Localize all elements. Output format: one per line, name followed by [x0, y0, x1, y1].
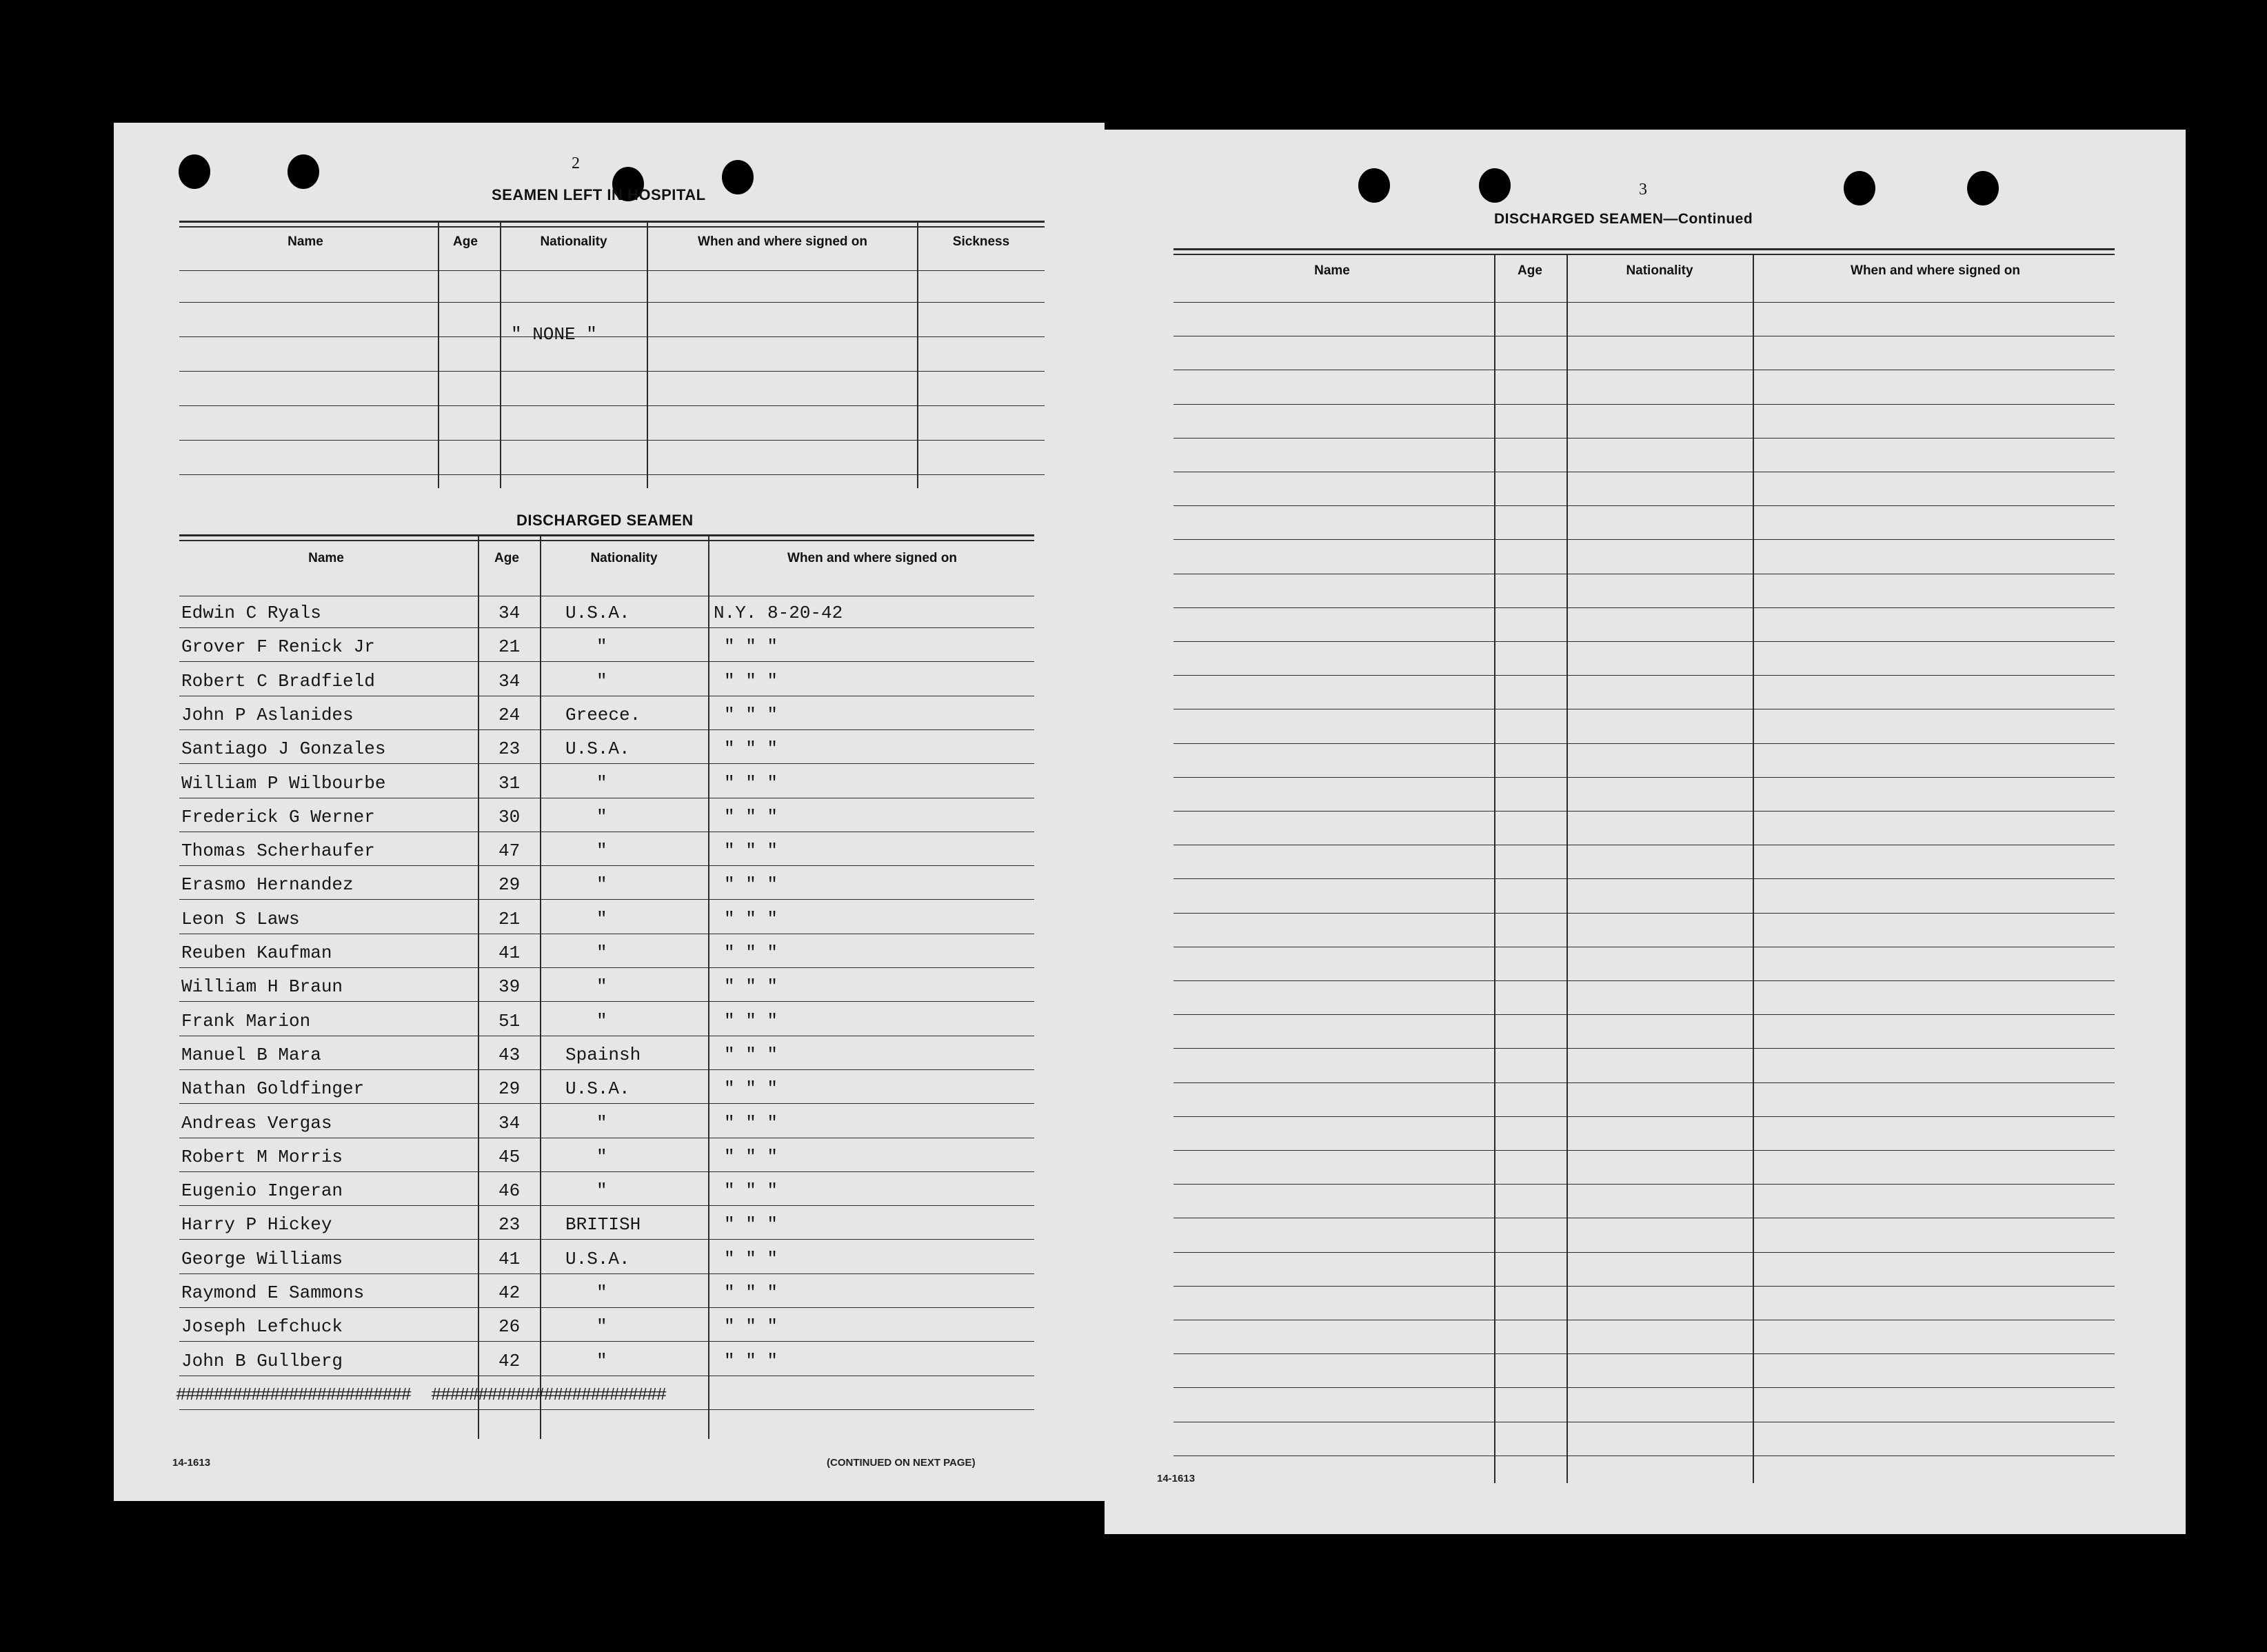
page-number: 3	[1639, 181, 1647, 199]
seaman-signed-on: " " "	[724, 1180, 778, 1202]
row-rule	[1173, 913, 2115, 914]
seaman-nationality: "	[596, 1146, 607, 1167]
column-divider	[917, 221, 918, 488]
seaman-signed-on: " " "	[724, 1044, 778, 1065]
seaman-age: 34	[498, 670, 521, 692]
column-header: When and where signed on	[698, 234, 867, 249]
row-rule	[1173, 1048, 2115, 1049]
row-rule	[1173, 1014, 2115, 1015]
row-rule	[1173, 980, 2115, 981]
seaman-nationality: BRITISH	[565, 1214, 641, 1236]
row-rule	[179, 371, 1045, 372]
seaman-age: 34	[498, 1112, 521, 1134]
seaman-signed-on: " " "	[724, 1214, 778, 1236]
seaman-signed-on: " " "	[724, 738, 778, 760]
seaman-name: John B Gullberg	[181, 1350, 343, 1371]
seaman-name: Reuben Kaufman	[181, 943, 332, 963]
punch-hole	[179, 154, 210, 189]
seaman-age: 30	[498, 806, 521, 827]
seaman-name: Andreas Vergas	[181, 1112, 332, 1134]
page-number: 2	[572, 154, 580, 172]
row-rule	[179, 405, 1045, 406]
seaman-age: 51	[498, 1010, 521, 1031]
left-page	[114, 123, 1105, 1501]
seaman-name: William H Braun	[181, 976, 343, 998]
seaman-nationality: "	[596, 1180, 607, 1202]
seaman-age: 29	[498, 874, 521, 896]
seaman-name: Harry P Hickey	[181, 1214, 332, 1236]
column-header: Sickness	[952, 234, 1010, 249]
row-rule	[179, 1307, 1034, 1308]
row-rule	[179, 302, 1045, 303]
row-rule	[179, 1409, 1034, 1410]
continued-note: (CONTINUED ON NEXT PAGE)	[827, 1457, 976, 1469]
seaman-signed-on: " " "	[724, 840, 778, 862]
seaman-age: 23	[498, 738, 521, 760]
row-rule	[179, 1001, 1034, 1002]
seaman-name: Joseph Lefchuck	[181, 1316, 343, 1338]
hospital-entry: " NONE "	[511, 324, 597, 345]
seaman-nationality: "	[596, 976, 607, 998]
row-rule	[1173, 641, 2115, 642]
seaman-name: John P Aslanides	[181, 704, 354, 725]
row-rule	[179, 967, 1034, 968]
column-divider	[1753, 255, 1754, 1483]
right-page	[1105, 130, 2186, 1534]
row-rule	[1173, 1082, 2115, 1083]
column-divider	[478, 534, 479, 1439]
seaman-signed-on: " " "	[724, 1112, 778, 1134]
row-rule	[1173, 505, 2115, 506]
row-rule	[1173, 1353, 2115, 1354]
seaman-age: 45	[498, 1146, 521, 1167]
seaman-name: George Williams	[181, 1248, 343, 1269]
seaman-signed-on: " " "	[724, 976, 778, 998]
table-rule	[179, 270, 1045, 271]
seaman-signed-on: " " "	[724, 1350, 778, 1371]
seaman-age: 39	[498, 976, 521, 998]
column-header: Nationality	[1626, 263, 1693, 278]
struck-entry: #########################	[431, 1384, 666, 1405]
column-divider	[540, 534, 541, 1439]
row-rule	[179, 1103, 1034, 1104]
seaman-age: 42	[498, 1282, 521, 1303]
row-rule	[1173, 607, 2115, 608]
seaman-nationality: U.S.A.	[565, 603, 630, 623]
column-divider	[708, 534, 709, 1439]
table-rule	[179, 221, 1045, 223]
column-header: Name	[308, 551, 344, 565]
row-rule	[179, 899, 1034, 900]
row-rule	[1173, 404, 2115, 405]
row-rule	[179, 1273, 1034, 1274]
seaman-nationality: "	[596, 636, 607, 658]
seaman-name: Erasmo Hernandez	[181, 874, 354, 896]
column-header: Name	[1314, 263, 1350, 278]
seaman-age: 43	[498, 1044, 521, 1065]
row-rule	[1173, 539, 2115, 540]
seaman-signed-on: " " "	[724, 772, 778, 794]
row-rule	[1173, 743, 2115, 744]
row-rule	[179, 474, 1045, 475]
form-number: 14-1613	[172, 1457, 211, 1469]
seaman-age: 34	[498, 603, 521, 623]
seaman-signed-on: " " "	[724, 1146, 778, 1167]
seaman-name: Raymond E Sammons	[181, 1282, 365, 1303]
row-rule	[179, 763, 1034, 764]
table-rule	[1173, 302, 2115, 303]
seaman-signed-on: " " "	[724, 908, 778, 929]
seaman-name: Leon S Laws	[181, 908, 300, 929]
seaman-nationality: "	[596, 840, 607, 862]
column-divider	[1494, 255, 1495, 1483]
seaman-signed-on: " " "	[724, 704, 778, 725]
column-header: Nationality	[590, 551, 658, 565]
seaman-name: Grover F Renick Jr	[181, 636, 375, 658]
struck-entry: #########################	[176, 1384, 411, 1405]
row-rule	[179, 1205, 1034, 1206]
seaman-signed-on: " " "	[724, 1282, 778, 1303]
table-rule	[179, 534, 1034, 536]
row-rule	[179, 1341, 1034, 1342]
row-rule	[1173, 1252, 2115, 1253]
seaman-nationality: "	[596, 1010, 607, 1031]
seaman-name: Santiago J Gonzales	[181, 738, 386, 760]
seaman-signed-on: " " "	[724, 1248, 778, 1269]
row-rule	[179, 1171, 1034, 1172]
seaman-nationality: U.S.A.	[565, 738, 630, 760]
row-rule	[1173, 1184, 2115, 1185]
row-rule	[1173, 1387, 2115, 1388]
table-rule	[179, 226, 1045, 228]
seaman-name: William P Wilbourbe	[181, 772, 386, 794]
table-rule	[179, 540, 1034, 541]
seaman-signed-on: " " "	[724, 1316, 778, 1338]
row-rule	[1173, 878, 2115, 879]
seaman-name: Manuel B Mara	[181, 1044, 321, 1065]
seaman-age: 31	[498, 772, 521, 794]
column-header: When and where signed on	[787, 551, 957, 565]
column-header: Age	[1518, 263, 1542, 278]
row-rule	[179, 336, 1045, 337]
seaman-age: 24	[498, 704, 521, 725]
seaman-signed-on: " " "	[724, 1010, 778, 1031]
row-rule	[1173, 1455, 2115, 1456]
seaman-name: Nathan Goldfinger	[181, 1078, 365, 1100]
seaman-signed-on: N.Y. 8-20-42	[714, 603, 843, 623]
seaman-nationality: "	[596, 943, 607, 963]
seaman-age: 46	[498, 1180, 521, 1202]
punch-hole	[1358, 168, 1390, 203]
seaman-age: 41	[498, 1248, 521, 1269]
discharged-title: DISCHARGED SEAMEN	[516, 512, 694, 529]
seaman-signed-on: " " "	[724, 1078, 778, 1100]
seaman-name: Frederick G Werner	[181, 806, 375, 827]
seaman-age: 21	[498, 636, 521, 658]
seaman-age: 23	[498, 1214, 521, 1236]
row-rule	[1173, 675, 2115, 676]
column-divider	[1566, 255, 1568, 1483]
seaman-nationality: "	[596, 874, 607, 896]
row-rule	[1173, 777, 2115, 778]
seaman-age: 41	[498, 943, 521, 963]
punch-hole	[288, 154, 319, 189]
row-rule	[1173, 1150, 2115, 1151]
row-rule	[1173, 1116, 2115, 1117]
row-rule	[179, 440, 1045, 441]
seaman-age: 26	[498, 1316, 521, 1338]
seaman-name: Eugenio Ingeran	[181, 1180, 343, 1202]
row-rule	[1173, 1286, 2115, 1287]
seaman-nationality: Spainsh	[565, 1044, 641, 1065]
seaman-nationality: "	[596, 1350, 607, 1371]
seaman-nationality: "	[596, 908, 607, 929]
seaman-nationality: "	[596, 670, 607, 692]
table-rule	[1173, 248, 2115, 250]
seaman-nationality: "	[596, 806, 607, 827]
column-divider	[647, 221, 648, 488]
column-header: Age	[453, 234, 478, 249]
row-rule	[179, 1239, 1034, 1240]
punch-hole	[1479, 168, 1511, 203]
seaman-signed-on: " " "	[724, 874, 778, 896]
column-header: When and where signed on	[1851, 263, 2020, 278]
row-rule	[179, 661, 1034, 662]
column-header: Name	[288, 234, 323, 249]
seaman-name: Edwin C Ryals	[181, 603, 321, 623]
seaman-name: Robert C Bradfield	[181, 670, 375, 692]
seaman-signed-on: " " "	[724, 943, 778, 963]
row-rule	[1173, 811, 2115, 812]
seaman-nationality: U.S.A.	[565, 1248, 630, 1269]
seaman-name: Frank Marion	[181, 1010, 311, 1031]
row-rule	[179, 1069, 1034, 1070]
seaman-nationality: "	[596, 1112, 607, 1134]
column-divider	[500, 221, 501, 488]
column-header: Nationality	[540, 234, 607, 249]
seaman-signed-on: " " "	[724, 806, 778, 827]
row-rule	[179, 627, 1034, 628]
seaman-age: 21	[498, 908, 521, 929]
seaman-name: Thomas Scherhaufer	[181, 840, 375, 862]
seaman-nationality: "	[596, 772, 607, 794]
seaman-age: 42	[498, 1350, 521, 1371]
table-rule	[1173, 254, 2115, 255]
column-header: Age	[494, 551, 519, 565]
seaman-name: Robert M Morris	[181, 1146, 343, 1167]
seaman-age: 47	[498, 840, 521, 862]
row-rule	[179, 729, 1034, 730]
seaman-signed-on: " " "	[724, 670, 778, 692]
punch-hole	[722, 160, 754, 194]
row-rule	[179, 865, 1034, 866]
hospital-title: SEAMEN LEFT IN HOSPITAL	[492, 186, 706, 203]
column-divider	[438, 221, 439, 488]
form-number: 14-1613	[1157, 1473, 1196, 1484]
continued-title: DISCHARGED SEAMEN—Continued	[1494, 211, 1753, 227]
punch-hole	[1844, 171, 1875, 205]
seaman-nationality: "	[596, 1316, 607, 1338]
seaman-nationality: Greece.	[565, 704, 641, 725]
seaman-nationality: "	[596, 1282, 607, 1303]
seaman-signed-on: " " "	[724, 636, 778, 658]
row-rule	[1173, 438, 2115, 439]
seaman-nationality: U.S.A.	[565, 1078, 630, 1100]
punch-hole	[1967, 171, 1999, 205]
seaman-age: 29	[498, 1078, 521, 1100]
